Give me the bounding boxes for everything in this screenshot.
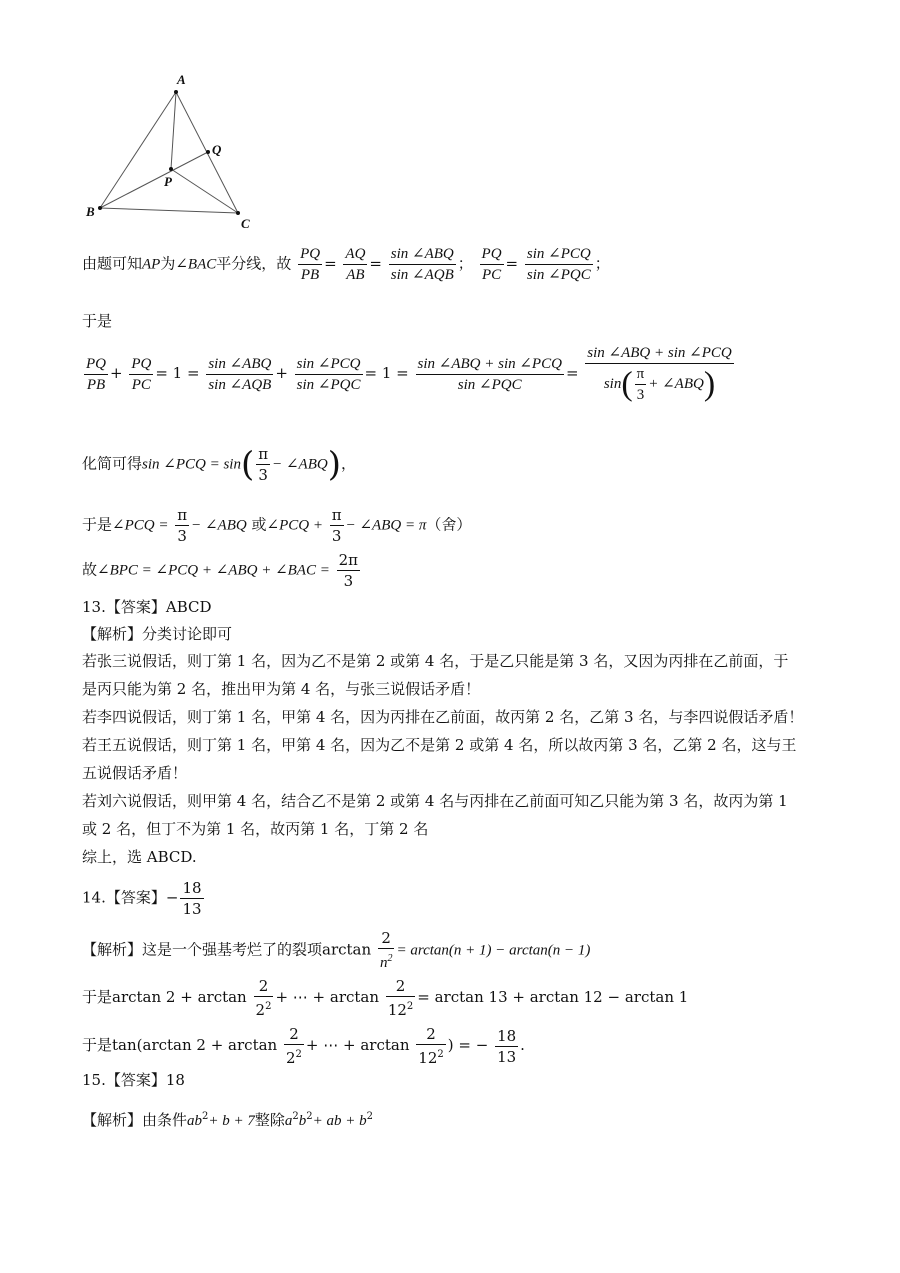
q15-answer: 15.【答案】18 [82, 1071, 185, 1089]
q14-line3: 于是tan(arctan 2 + arctan $\frac{2}{2^2}$ + ⋯ + arctan $\frac{2}{12^2}$ ) = − $\frac{18}{13}$ . [82, 1025, 525, 1067]
q13-para: 或 2 名，但丁不为第 1 名，故丙第 1 名，丁第 2 名 [82, 820, 429, 838]
label-a: A [177, 72, 186, 87]
q13-para: 若李四说假话，则丁第 1 名，甲第 4 名，因为丙排在乙前面，故丙第 2 名，乙第 3 名，与李四说假话矛盾！ [82, 708, 804, 726]
text-yushi: 于是 [82, 312, 113, 330]
line-bisector: 由题可知AP为∠BAC平分线，故 $\frac{PQ}{PB}$ = $\frac{AQ}{AB}$ = $\frac{\text{sin ∠ABQ}}{\text{sin ∠AQB}}$ ； $\frac{PQ}{PC}$ = $\frac{\text{sin ∠PCQ}}{\text{sin ∠PQC}}$ ； [82, 246, 610, 283]
label-p: P [164, 174, 172, 189]
line-sum-equation: $\frac{PQ}{PB}$ + $\frac{PQ}{PC}$ = 1 = $\frac{\text{sin ∠ABQ}}{\text{sin ∠AQB}}$ + $\frac{\text{sin ∠PCQ}}{\text{sin ∠PQC}}$ = 1 = $\frac{\text{sin ∠ABQ + sin ∠PCQ}}{\text{sin ∠PQC}}$ = sin ∠ABQ + sin ∠PCQ sin( $\frac{\pi}{3}$ + ∠ABQ) [86, 345, 732, 403]
q13-para: 综上，选 ABCD. [82, 848, 197, 866]
q15-analysis: 【解析】由条件$ab^2+ b + 7$整除$a^2b^2+$ ab + $b^2$ [82, 1111, 374, 1129]
q14-analysis: 【解析】这是一个强基考烂了的裂项arctan $\frac{2}{n^2}$ = arctan(n + 1) − arctan(n − 1) [82, 929, 591, 971]
line-simplify: 化简可得sin ∠PCQ = sin( $\frac{\pi}{3}$ − ∠ABQ)， [82, 444, 356, 485]
label-q: Q [212, 142, 222, 157]
triangle-figure [80, 70, 280, 235]
q13-answer: 13.【答案】ABCD [82, 598, 212, 616]
label-b: B [86, 204, 95, 219]
q13-analysis: 【解析】分类讨论即可 [82, 625, 233, 643]
line-conclusion: 故∠BPC = ∠PCQ + ∠ABQ + ∠BAC = $\frac{2\pi}{3}$ [82, 551, 359, 590]
q13-para: 是丙只能为第 2 名，推出甲为第 4 名，与张三说假话矛盾！ [82, 680, 481, 698]
q13-para: 若王五说假话，则丁第 1 名，甲第 4 名，因为乙不是第 2 或第 4 名，所以故丙第 3 名，乙第 2 名，这与王 [82, 736, 797, 754]
q14-line2: 于是arctan 2 + arctan $\frac{2}{2^2}$ + ⋯ + arctan $\frac{2}{12^2}$ = arctan 13 + arctan 12 − arctan 1 [82, 977, 689, 1019]
q13-para: 五说假话矛盾！ [82, 764, 188, 782]
q13-para: 若张三说假话，则丁第 1 名，因为乙不是第 2 或第 4 名，于是乙只能是第 3 名，又因为丙排在乙前面，于 [82, 652, 789, 670]
line-cases: 于是∠PCQ = $\frac{\pi}{3}$ − ∠ABQ 或∠PCQ + $\frac{\pi}{3}$ − ∠ABQ = π（舍） [82, 506, 472, 545]
q14-answer: 14.【答案】− $\frac{18}{13}$ [82, 879, 202, 918]
q13-para: 若刘六说假话，则甲第 4 名，结合乙不是第 2 或第 4 名与丙排在乙前面可知乙只能为第 3 名，故丙为第 1 [82, 792, 788, 810]
label-c: C [241, 216, 250, 231]
